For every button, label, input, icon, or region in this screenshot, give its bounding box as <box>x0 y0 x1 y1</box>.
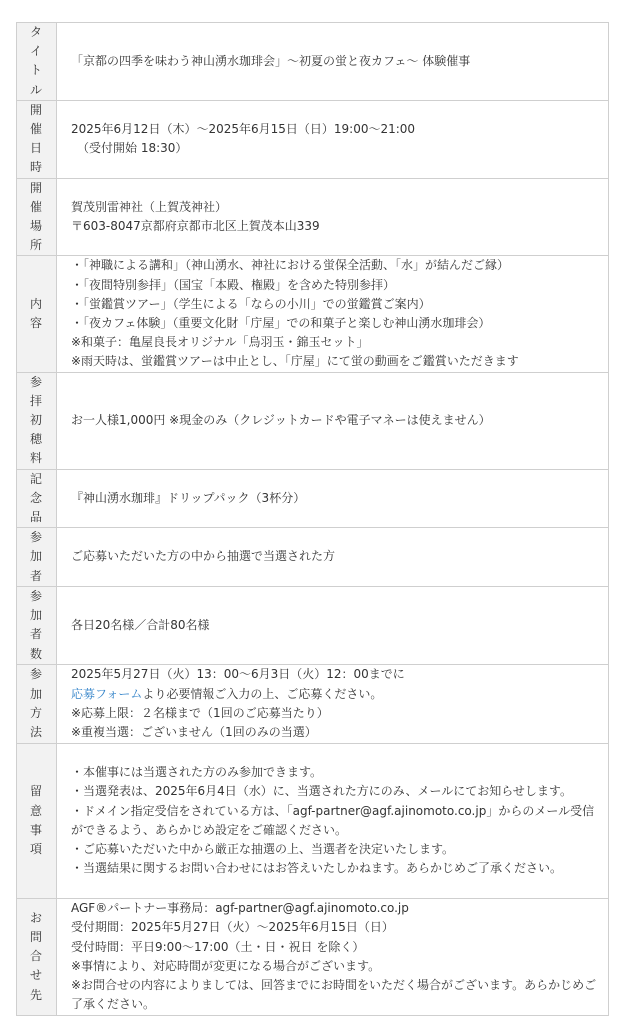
row-participants <box>17 528 609 587</box>
value-gift <box>57 469 609 528</box>
label-how-to-apply: 参加方法 <box>17 664 57 743</box>
apply-instruction <box>71 685 602 704</box>
content-note: ※雨天時は、蛍鑑賞ツアーは中止とし、「庁屋」にて蛍の動画をご鑑賞いただきます <box>71 354 519 369</box>
row-title <box>17 23 609 101</box>
event-info-table <box>16 22 609 1016</box>
label-fee: 参拝初穂料 <box>17 372 57 469</box>
note-item: ・ドメイン指定受信をされている方は、「agf-partner@agf.ajinomoto.co.jp」からのメール受信ができるよう、あらかじめ設定をご確認ください。 <box>71 803 595 837</box>
note-item: ・当選発表は、2025年6月4日（水）に、当選された方にのみ、メールにてお知らせします。 <box>71 784 572 799</box>
content-note: ※和菓子：亀屋良長オリジナル「烏羽玉・錦玉セット」 <box>71 335 369 350</box>
title-text: 「京都の四季を味わう神山湧水珈琲会」〜初夏の蛍と夜カフェ〜 体験催事 <box>71 53 471 68</box>
note-item: ・本催事には当選された方のみ参加できます。 <box>71 765 323 780</box>
value-datetime <box>57 100 609 178</box>
row-contact <box>17 898 609 1015</box>
value-participants <box>57 528 609 587</box>
row-venue <box>17 178 609 256</box>
content-item: ・「夜間特別参拝」（国宝「本殿、権殿」を含めた特別参拝） <box>71 277 396 292</box>
label-contact: お問合せ先 <box>17 898 57 1015</box>
value-venue <box>57 178 609 256</box>
row-participant-count <box>17 586 609 664</box>
label-venue: 開催場所 <box>17 178 57 256</box>
label-participants: 参加者 <box>17 528 57 587</box>
datetime-line: 2025年6月12日（木）〜2025年6月15日（日）19:00〜21:00 <box>71 122 416 137</box>
contact-hours: 受付時間：平日9:00〜17:00（土・日・祝日 を除く） <box>71 939 365 954</box>
content-item: ・「夜カフェ体験」（重要文化財「庁屋」での和菓子と楽しむ神山湧水珈琲会） <box>71 316 491 331</box>
value-content <box>57 256 609 372</box>
value-fee <box>57 372 609 469</box>
value-title <box>57 23 609 101</box>
contact-email: AGF®パートナー事務局：agf-partner@agf.ajinomoto.co.jp <box>71 901 409 916</box>
label-notes: 留意事項 <box>17 743 57 898</box>
label-content: 内容 <box>17 256 57 372</box>
content-item: ・「蛍鑑賞ツアー」（学生による「ならの小川」での蛍鑑賞ご案内） <box>71 296 431 311</box>
label-title: タイトル <box>17 23 57 101</box>
row-gift <box>17 469 609 528</box>
contact-note: ※お問合せの内容によりましては、回答までにお時間をいただく場合がございます。あらかじめご了承ください。 <box>71 977 597 1012</box>
value-participant-count <box>57 586 609 664</box>
row-notes <box>17 743 609 898</box>
reception-start-line: （受付開始 18:30） <box>77 141 188 156</box>
row-datetime <box>17 100 609 178</box>
row-how-to-apply <box>17 664 609 743</box>
value-how-to-apply <box>57 664 609 743</box>
label-datetime: 開催日時 <box>17 100 57 178</box>
label-gift: 記念品 <box>17 469 57 528</box>
application-form-link[interactable]: 応募フォーム <box>71 686 143 701</box>
row-fee <box>17 372 609 469</box>
value-contact <box>57 898 609 1015</box>
row-content <box>17 256 609 372</box>
note-item: ・ご応募いただいた中から厳正な抽選の上、当選者を決定いたします。 <box>71 841 455 856</box>
apply-duplicate: ※重複当選：ございません（1回のみの当選） <box>71 724 317 739</box>
fee-text: お一人様1,000円 ※現金のみ（クレジットカードや電子マネーは使えません） <box>71 413 491 428</box>
contact-note: ※事情により、対応時間が変更になる場合がございます。 <box>71 958 381 973</box>
participants-text: ご応募いただいた方の中から抽選で当選された方 <box>71 549 336 564</box>
contact-period: 受付期間：2025年5月27日（火）〜2025年6月15日（日） <box>71 920 394 935</box>
venue-name: 賀茂別雷神社（上賀茂神社） <box>71 199 228 214</box>
participant-count-text: 各日20名様／合計80名様 <box>71 617 210 632</box>
apply-period: 2025年5月27日（火）13：00〜6月3日（火）12：00までに <box>71 667 405 682</box>
apply-instruction-text: より必要情報ご入力の上、ご応募ください。 <box>142 686 383 701</box>
label-participant-count: 参加者数 <box>17 586 57 664</box>
gift-text: 『神山湧水珈琲』ドリップパック（3杯分） <box>71 490 306 505</box>
venue-address: 〒603-8047京都府京都市北区上賀茂本山339 <box>71 219 320 234</box>
content-item: ・「神職による講和」（神山湧水、神社における蛍保全活動、「水」が結んだご縁） <box>71 258 510 273</box>
note-item: ・当選結果に関するお問い合わせにはお答えいたしかねます。あらかじめご了承ください。 <box>71 861 563 876</box>
apply-limit: ※応募上限：２名様まで（1回のご応募当たり） <box>71 705 329 720</box>
value-notes <box>57 743 609 898</box>
